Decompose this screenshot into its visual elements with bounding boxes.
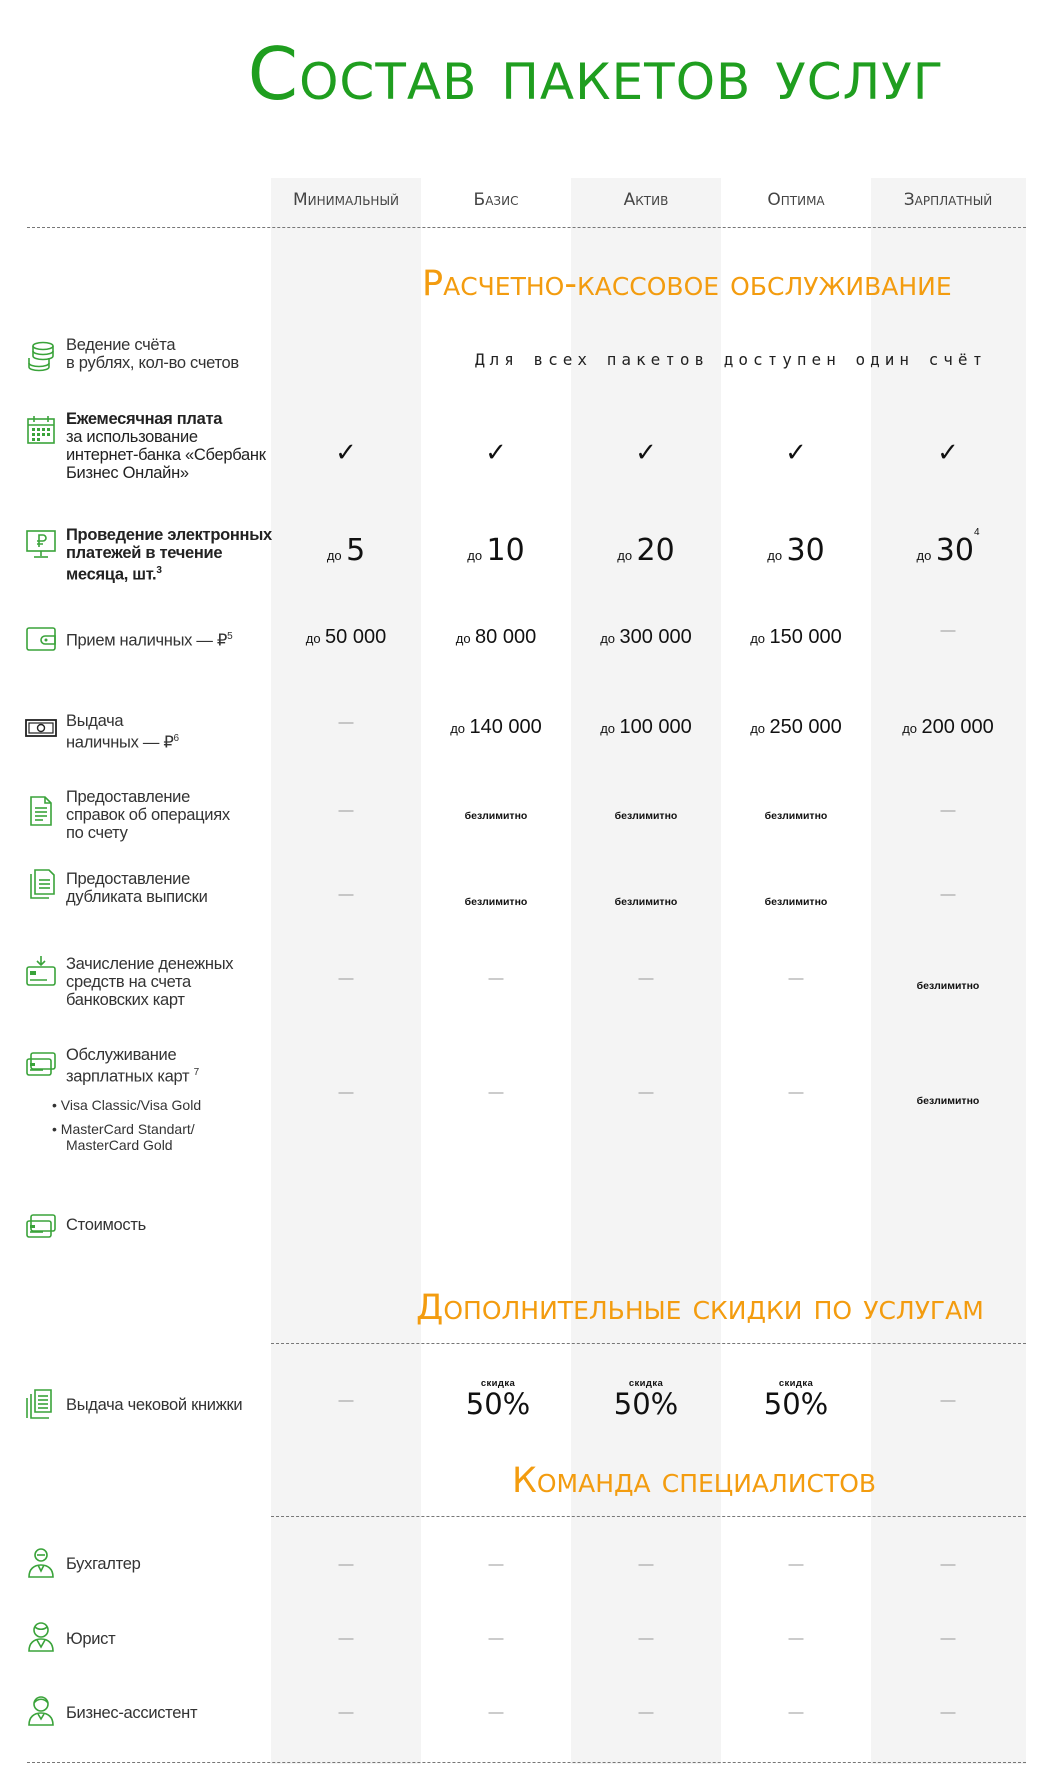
lawyer-icon: [25, 1620, 57, 1652]
cell-cashin-basis: до 80 000: [455, 626, 537, 648]
cell-fee-salary: ✓: [937, 438, 959, 468]
row-label-payments: Проведение электронных платежей в течение месяца, шт.$^3$: [66, 526, 272, 584]
cell-lawyer-minimal: —: [338, 1630, 354, 1647]
cell-salarycards-minimal: —: [338, 1084, 354, 1101]
row-label-salary-cards: Обслуживание зарплатных карт $^7$: [66, 1046, 199, 1086]
cell-salarycards-aktiv: —: [638, 1084, 654, 1101]
cell-cardcredit-optima: —: [788, 970, 804, 987]
cell-salarycards-basis: —: [488, 1084, 504, 1101]
cards-cost-icon: [25, 1212, 57, 1244]
cell-accountant-optima: —: [788, 1556, 804, 1573]
section-title-discounts: Дополнительные скидки по услугам: [416, 1288, 984, 1328]
column-bg-salary: [871, 178, 1026, 1764]
cell-checkbook-basis: скидка 50%: [465, 1378, 531, 1421]
cell-cashout-aktiv: до 100 000: [600, 716, 692, 738]
banknote-icon: [25, 712, 57, 744]
row-label-cash-out: Выдача наличных — ₽$^6$: [66, 712, 179, 752]
cell-checkbook-salary: —: [940, 1392, 956, 1409]
cell-payments-salary: до $30^4$: [916, 527, 980, 568]
cell-accountant-aktiv: —: [638, 1556, 654, 1573]
row-label-monthly-fee: Ежемесячная плата за использование интернет-банка «Сбербанк Бизнес Онлайн»: [66, 410, 266, 482]
calendar-icon: [25, 414, 57, 446]
cell-lawyer-optima: —: [788, 1630, 804, 1647]
account-note: Для всех пакетов доступен один счёт: [475, 350, 988, 369]
header-divider: [27, 227, 1026, 228]
cell-cashin-minimal: до 50 000: [305, 626, 387, 648]
cell-statements-salary: —: [940, 802, 956, 819]
cell-assistant-salary: —: [940, 1704, 956, 1721]
bullet-visa: • Visa Classic/Visa Gold: [52, 1097, 202, 1113]
cell-checkbook-optima: скидка 50%: [763, 1378, 829, 1421]
cell-fee-optima: ✓: [785, 438, 807, 468]
cell-lawyer-salary: —: [940, 1630, 956, 1647]
document-icon: [25, 795, 57, 827]
cell-duplicate-basis: безлимитно: [464, 896, 528, 908]
accountant-icon: [25, 1546, 57, 1578]
cell-accountant-salary: —: [940, 1556, 956, 1573]
row-label-duplicate: Предоставление дубликата выписки: [66, 870, 208, 906]
cell-salarycards-salary: безлимитно: [916, 1095, 980, 1107]
column-header-aktiv: Актив: [623, 190, 669, 210]
cell-salarycards-optima: —: [788, 1084, 804, 1101]
cards-icon: [25, 1050, 57, 1082]
cell-duplicate-salary: —: [940, 886, 956, 903]
cell-assistant-minimal: —: [338, 1704, 354, 1721]
row-label-statements: Предоставление справок об операциях по счету: [66, 788, 230, 842]
wallet-icon: [25, 622, 57, 654]
cell-accountant-basis: —: [488, 1556, 504, 1573]
cell-cashout-salary: до 200 000: [902, 716, 994, 738]
cell-fee-aktiv: ✓: [635, 438, 657, 468]
cell-cardcredit-minimal: —: [338, 970, 354, 987]
row-label-assistant: Бизнес-ассистент: [66, 1704, 198, 1722]
card-deposit-icon: [25, 955, 57, 987]
cell-lawyer-basis: —: [488, 1630, 504, 1647]
column-header-optima: Оптима: [767, 190, 825, 210]
cell-statements-optima: безлимитно: [764, 810, 828, 822]
cell-assistant-aktiv: —: [638, 1704, 654, 1721]
cell-cashin-salary: —: [940, 622, 956, 639]
cell-cardcredit-salary: безлимитно: [916, 980, 980, 992]
cell-payments-basis: до 10: [467, 533, 525, 568]
cell-cardcredit-aktiv: —: [638, 970, 654, 987]
cell-assistant-optima: —: [788, 1704, 804, 1721]
cell-lawyer-aktiv: —: [638, 1630, 654, 1647]
cell-accountant-minimal: —: [338, 1556, 354, 1573]
cell-assistant-basis: —: [488, 1704, 504, 1721]
cell-payments-minimal: до 5: [326, 533, 366, 568]
cell-statements-minimal: —: [338, 802, 354, 819]
cell-duplicate-optima: безлимитно: [764, 896, 828, 908]
cell-fee-basis: ✓: [485, 438, 507, 468]
bullet-mastercard: • MasterCard Standart/ MasterCard Gold: [52, 1121, 195, 1153]
row-label-account: Ведение счёта в рублях, кол-во счетов: [66, 336, 239, 372]
cell-payments-optima: до 30: [767, 533, 825, 568]
row-label-checkbook: Выдача чековой книжки: [66, 1396, 243, 1414]
cell-cardcredit-basis: —: [488, 970, 504, 987]
column-header-salary: Зарплатный: [903, 190, 993, 210]
documents-stack-icon: [25, 868, 57, 900]
cell-duplicate-aktiv: безлимитно: [614, 896, 678, 908]
page-title: Состав пакетов услуг: [247, 32, 945, 116]
cell-cashin-aktiv: до 300 000: [600, 626, 692, 648]
cell-cashin-optima: до 150 000: [750, 626, 842, 648]
cell-statements-aktiv: безлимитно: [614, 810, 678, 822]
bottom-divider: [27, 1762, 1026, 1763]
cell-statements-basis: безлимитно: [464, 810, 528, 822]
assistant-icon: [25, 1694, 57, 1726]
section-title-rko: Расчетно-кассовое обслуживание: [422, 264, 952, 304]
column-header-basis: Базис: [473, 190, 519, 210]
section-title-team: Команда специалистов: [512, 1461, 877, 1501]
cell-payments-aktiv: до 20: [617, 533, 675, 568]
cell-cashout-minimal: —: [338, 714, 354, 731]
column-header-minimal: Минимальный: [292, 190, 400, 210]
checkbook-icon: [25, 1388, 57, 1420]
discounts-divider: [271, 1343, 1026, 1344]
row-label-accountant: Бухгалтер: [66, 1555, 141, 1573]
row-label-cash-in: Прием наличных — ₽$^5$: [66, 631, 233, 650]
cell-checkbook-aktiv: скидка 50%: [613, 1378, 679, 1421]
row-label-lawyer: Юрист: [66, 1630, 116, 1648]
coins-icon: [25, 340, 57, 372]
cell-checkbook-minimal: —: [338, 1392, 354, 1409]
cell-cashout-optima: до 250 000: [750, 716, 842, 738]
team-divider: [271, 1516, 1026, 1517]
cell-fee-minimal: ✓: [335, 438, 357, 468]
row-label-cost: Стоимость: [66, 1216, 146, 1234]
monitor-ruble-icon: [25, 528, 57, 560]
cell-cashout-basis: до 140 000: [450, 716, 542, 738]
row-label-card-credit: Зачисление денежных средств на счета банковских карт: [66, 955, 234, 1009]
cell-duplicate-minimal: —: [338, 886, 354, 903]
